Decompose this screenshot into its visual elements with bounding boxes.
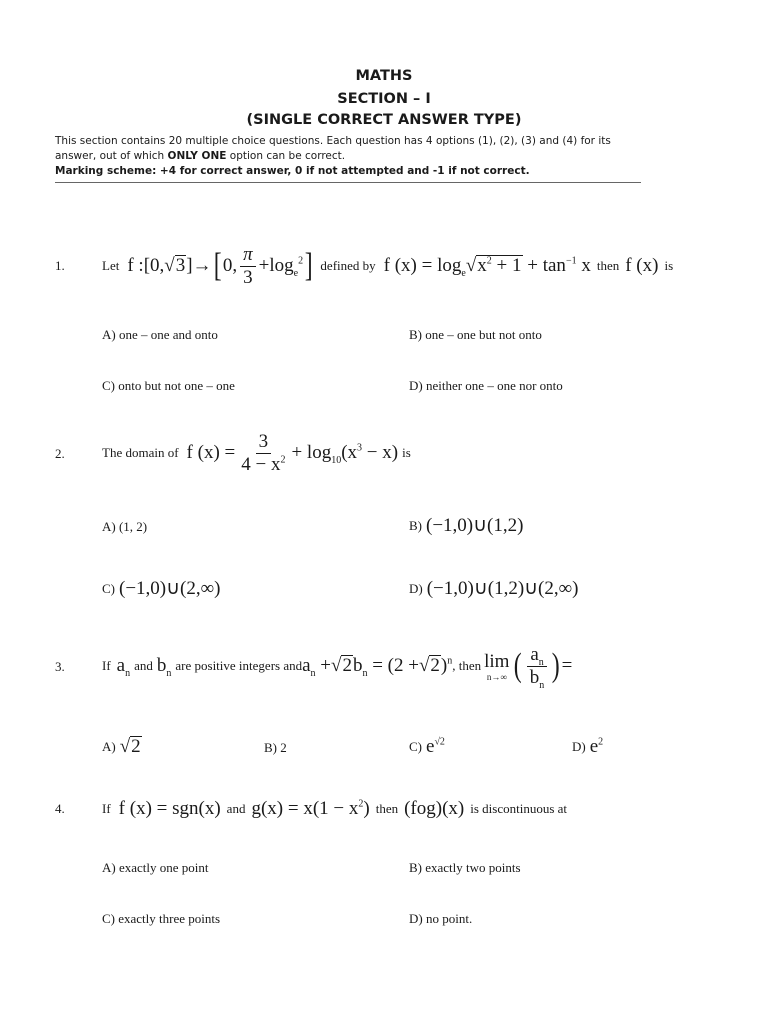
question-text: is discontinuous at	[470, 801, 568, 816]
option-a[interactable]: A) one – one and onto	[102, 327, 218, 342]
instructions-emphasis: ONLY ONE	[167, 150, 227, 162]
option-label: A)	[102, 739, 116, 754]
question-number: 2.	[55, 446, 65, 461]
question-text: are positive integers and	[175, 658, 303, 673]
question-1-stem	[102, 244, 673, 288]
option-b[interactable]: B) exactly two points	[409, 860, 521, 875]
question-text: is	[402, 445, 411, 460]
question-number: 1.	[55, 258, 65, 273]
option-b[interactable]: B) 2	[264, 740, 287, 755]
question-number: 3.	[55, 659, 65, 674]
question-2-stem	[102, 430, 411, 476]
option-c[interactable]	[102, 577, 220, 600]
math-expression: + $\log_{10}(x^3 - x)$	[291, 442, 399, 466]
question-text: then	[596, 258, 620, 273]
math-bracket: [	[213, 247, 222, 284]
option-label: D)	[409, 580, 423, 596]
question-number: 4.	[55, 801, 65, 816]
option-value: (−1,0)∪(2,∞)	[119, 578, 221, 599]
option-d[interactable]: D) neither one – one nor onto	[409, 378, 563, 393]
section-heading: SECTION – I	[337, 91, 431, 107]
option-label: D)	[572, 739, 586, 754]
option-c[interactable]	[409, 736, 445, 758]
question-text: is	[664, 258, 674, 273]
math-expression: =	[561, 655, 573, 676]
option-label: B)	[409, 517, 422, 533]
math-expression: $+\log_e^2$	[258, 255, 304, 279]
sqrt-symbol: √ 2	[418, 655, 440, 677]
question-text: , then	[452, 658, 482, 673]
option-a[interactable]: A) exactly one point	[102, 860, 209, 875]
math-expression: (fog)(x)	[404, 798, 465, 819]
option-label: C)	[102, 580, 115, 596]
question-text: defined by	[320, 258, 376, 273]
option-c[interactable]: C) onto but not one – one	[102, 378, 235, 393]
instructions-line-1: This section contains 20 multiple choice questions. Each question has 4 options (1), (2), (3) and (4) for its	[55, 135, 611, 147]
math-fraction: $\frac{3}{4 - x^2}$	[241, 430, 286, 475]
math-expression: $b_n$	[156, 655, 172, 679]
math-bracket: ]	[304, 247, 313, 284]
option-value: (−1,0)∪(1,2)	[426, 515, 524, 536]
option-label: C)	[409, 739, 422, 754]
question-text: The domain of	[102, 445, 179, 460]
answer-type-heading: (SINGLE CORRECT ANSWER TYPE)	[246, 112, 522, 128]
header-divider	[55, 182, 641, 183]
question-text: then	[375, 801, 399, 816]
math-expression: [0,	[143, 255, 165, 276]
math-bracket: (	[514, 647, 523, 684]
math-fraction: $\frac{a_n}{b_n}$	[527, 644, 548, 689]
math-expression: f (x) = sgn(x)	[118, 798, 221, 819]
option-a[interactable]: A) (1, 2)	[102, 519, 148, 534]
option-c[interactable]: C) exactly three points	[102, 911, 221, 926]
question-4-stem	[102, 792, 567, 826]
option-b[interactable]	[409, 514, 523, 537]
question-text: Let	[102, 258, 120, 273]
option-d[interactable]	[409, 577, 579, 600]
math-expression: ]→	[186, 255, 212, 276]
math-expression: $g(x) = x(1 - x^2)$	[251, 798, 370, 819]
sqrt-symbol: √ 3	[164, 255, 186, 277]
option-a[interactable]	[102, 736, 142, 758]
math-expression: 0,	[222, 255, 238, 276]
question-text: and	[134, 658, 153, 673]
question-3-stem	[102, 636, 572, 696]
option-b[interactable]: B) one – one but not onto	[409, 327, 542, 342]
math-expression: $a_n$	[116, 655, 131, 679]
math-expression: f $(x) = \log_e$	[383, 255, 466, 279]
math-expression: $b_n = (2$ +	[352, 655, 419, 679]
question-text: and	[226, 801, 246, 816]
sqrt-symbol: √ 2	[331, 655, 352, 677]
instructions-line-2	[55, 149, 695, 164]
question-text: If	[102, 801, 111, 816]
math-expression: )$^n$	[440, 655, 453, 676]
instructions-text: answer, out of which	[55, 150, 168, 162]
limit-operator: lim n→∞	[484, 650, 510, 682]
math-expression: + $\tan^{-1} x$	[522, 255, 591, 276]
math-bracket: )	[551, 647, 560, 684]
math-expression: f (x)	[625, 255, 659, 276]
instructions-text-end: option can be correct.	[226, 150, 346, 162]
option-d[interactable]	[572, 736, 603, 758]
option-value: (−1,0)∪(1,2)∪(2,∞)	[426, 578, 579, 599]
math-expression: $a_n$ +	[302, 655, 332, 679]
option-d[interactable]: D) no point.	[409, 911, 473, 926]
subject-heading: MATHS	[355, 68, 413, 84]
marking-scheme: Marking scheme: +4 for correct answer, 0 if not attempted and -1 if not correct.	[55, 165, 530, 177]
math-fraction: $\frac{\pi}{3}$	[240, 244, 256, 289]
math-expression: $e^2$	[589, 736, 604, 757]
sqrt-symbol: √ $x^2 + 1$	[465, 255, 522, 277]
sqrt-symbol: √ 2	[119, 736, 141, 758]
question-text: If	[102, 658, 111, 673]
math-expression: f (x) =	[186, 442, 236, 463]
math-expression: $e^{√2}$	[426, 736, 445, 757]
math-expression: f :	[127, 255, 144, 276]
